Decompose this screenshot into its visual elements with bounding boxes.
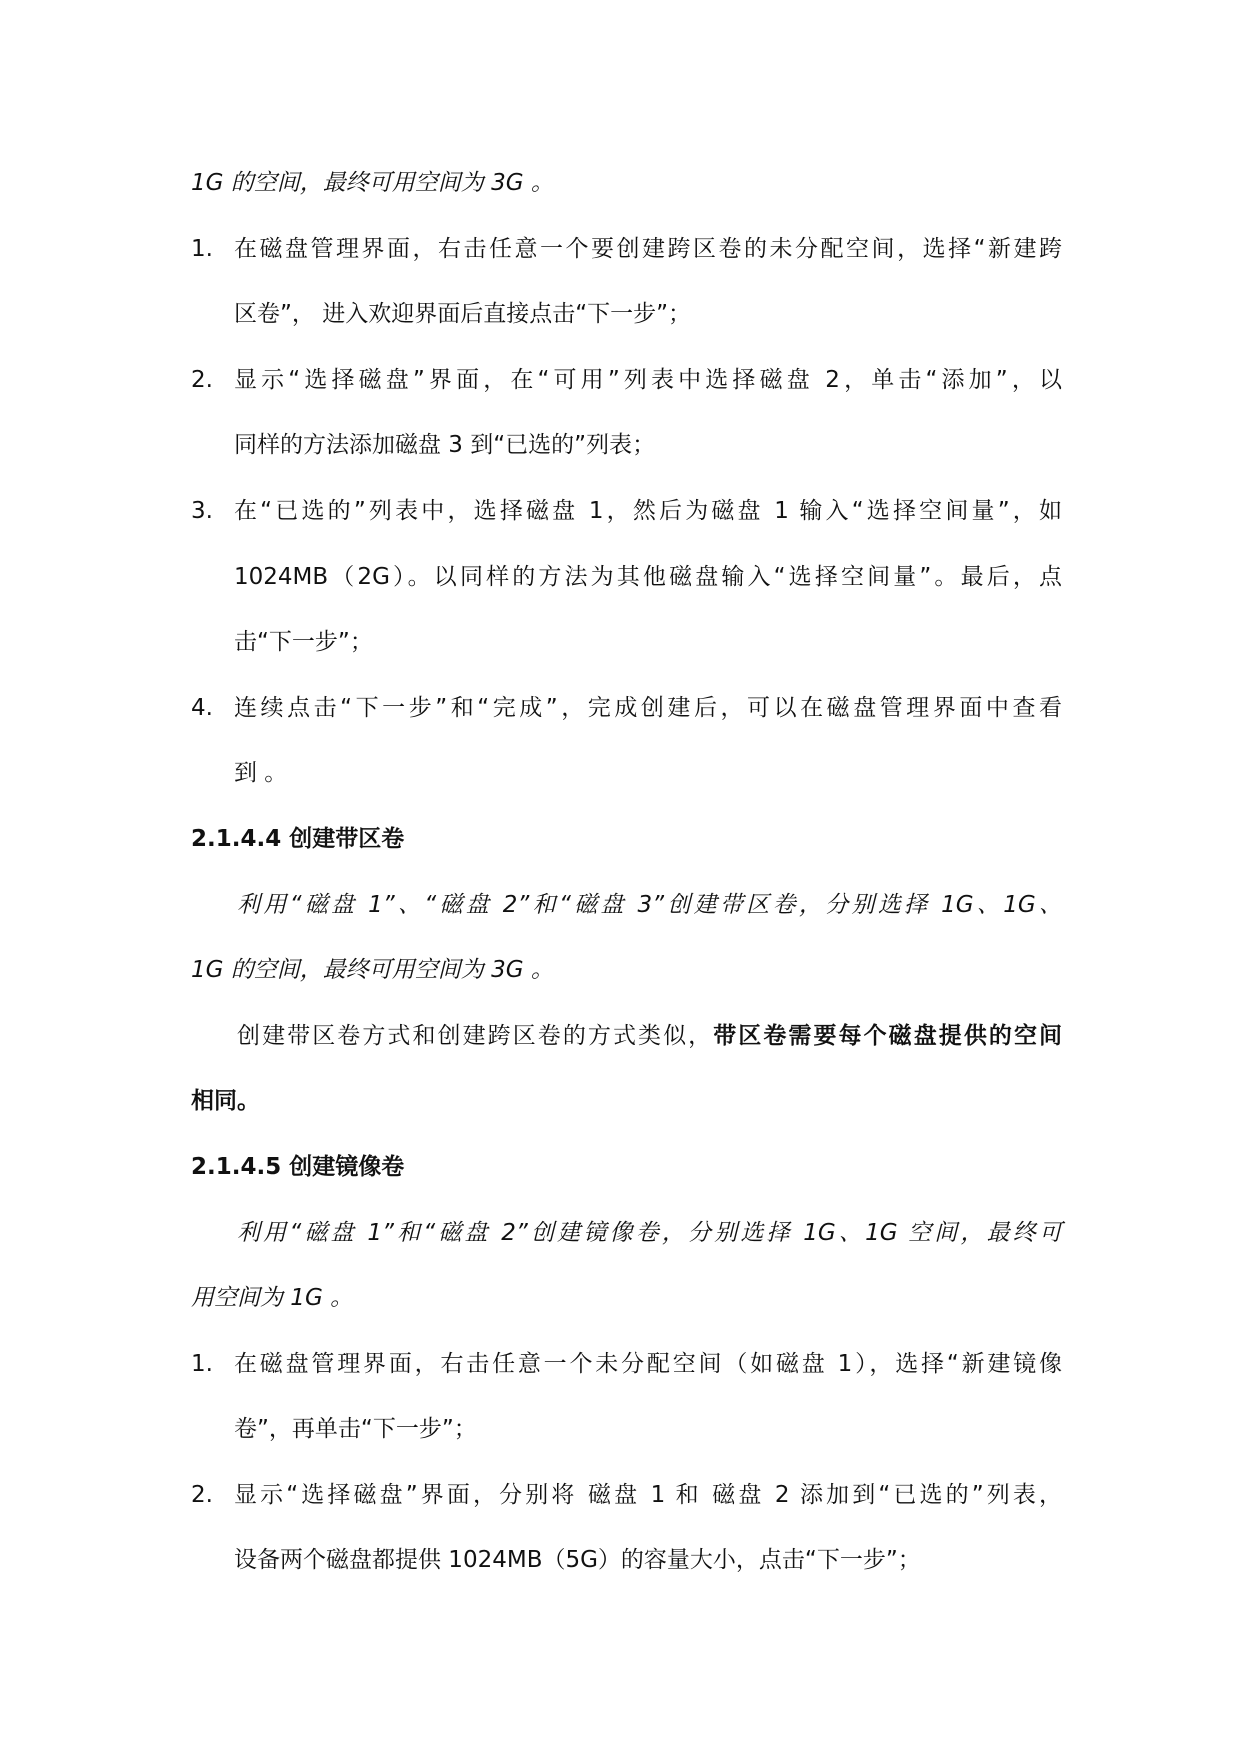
list-item (191, 1463, 1062, 1594)
list-item (191, 1332, 1062, 1463)
paragraph-line: 用空间为 1G 。 (191, 1285, 354, 1312)
list-text: 连续点击“下一步”和“完成”，完成创建后，可以在磁盘管理界面中查看 (234, 694, 1062, 721)
list-text: 在磁盘管理界面，右击任意一个未分配空间（如磁盘 1），选择“新建镜像 (234, 1350, 1062, 1377)
list-text: 击“下一步”； (234, 629, 373, 656)
bold-text: 相同。 (191, 1088, 260, 1115)
paragraph-line: 1G 的空间，最终可用空间为 3G 。 (191, 957, 554, 984)
list-number: 1. (191, 1350, 213, 1377)
paragraph-line (191, 1004, 1062, 1070)
list-number: 2. (191, 366, 213, 393)
list-item (191, 479, 1062, 676)
section-heading: 2.1.4.4 创建带区卷 (191, 825, 405, 852)
list-text: 区卷”， 进入欢迎界面后直接点击“下一步”； (234, 301, 692, 328)
list-item (191, 676, 1062, 807)
paragraph-text: 创建带区卷方式和创建跨区卷的方式类似， (237, 1022, 714, 1049)
bold-text: 带区卷需要每个磁盘提供的空间 (713, 1022, 1062, 1049)
document-page (191, 151, 1062, 1594)
paragraph-line: 利用“磁盘 1”、“磁盘 2”和“磁盘 3”创建带区卷，分别选择 1G、1G、 (237, 891, 1062, 918)
paragraph-line: 利用“磁盘 1”和“磁盘 2”创建镜像卷，分别选择 1G、1G 空间，最终可 (237, 1219, 1062, 1246)
list-text: 到 。 (234, 760, 288, 787)
section-heading: 2.1.4.5 创建镜像卷 (191, 1153, 405, 1180)
list-number: 1. (191, 235, 213, 262)
list-item (191, 217, 1062, 348)
list-text: 显示“选择磁盘”界面，在“可用”列表中选择磁盘 2，单击“添加”，以 (234, 366, 1062, 393)
list-item (191, 348, 1062, 479)
list-number: 4. (191, 694, 213, 721)
list-text: 设备两个磁盘都提供 1024MB（5G）的容量大小，点击“下一步”； (234, 1547, 921, 1574)
paragraph-line: 1G 的空间，最终可用空间为 3G 。 (191, 170, 554, 196)
list-text: 在“已选的”列表中，选择磁盘 1，然后为磁盘 1 输入“选择空间量”，如 (234, 497, 1062, 524)
list-text: 在磁盘管理界面，右击任意一个要创建跨区卷的未分配空间，选择“新建跨 (234, 235, 1062, 262)
list-number: 3. (191, 497, 213, 524)
list-text: 卷”，再单击“下一步”； (234, 1416, 477, 1443)
list-number: 2. (191, 1481, 213, 1508)
list-text: 同样的方法添加磁盘 3 到“已选的”列表； (234, 432, 656, 459)
list-text: 显示“选择磁盘”界面，分别将 磁盘 1 和 磁盘 2 添加到“已选的”列表， (234, 1481, 1062, 1508)
list-text: 1024MB（2G）。以同样的方法为其他磁盘输入“选择空间量”。最后，点 (234, 563, 1062, 590)
